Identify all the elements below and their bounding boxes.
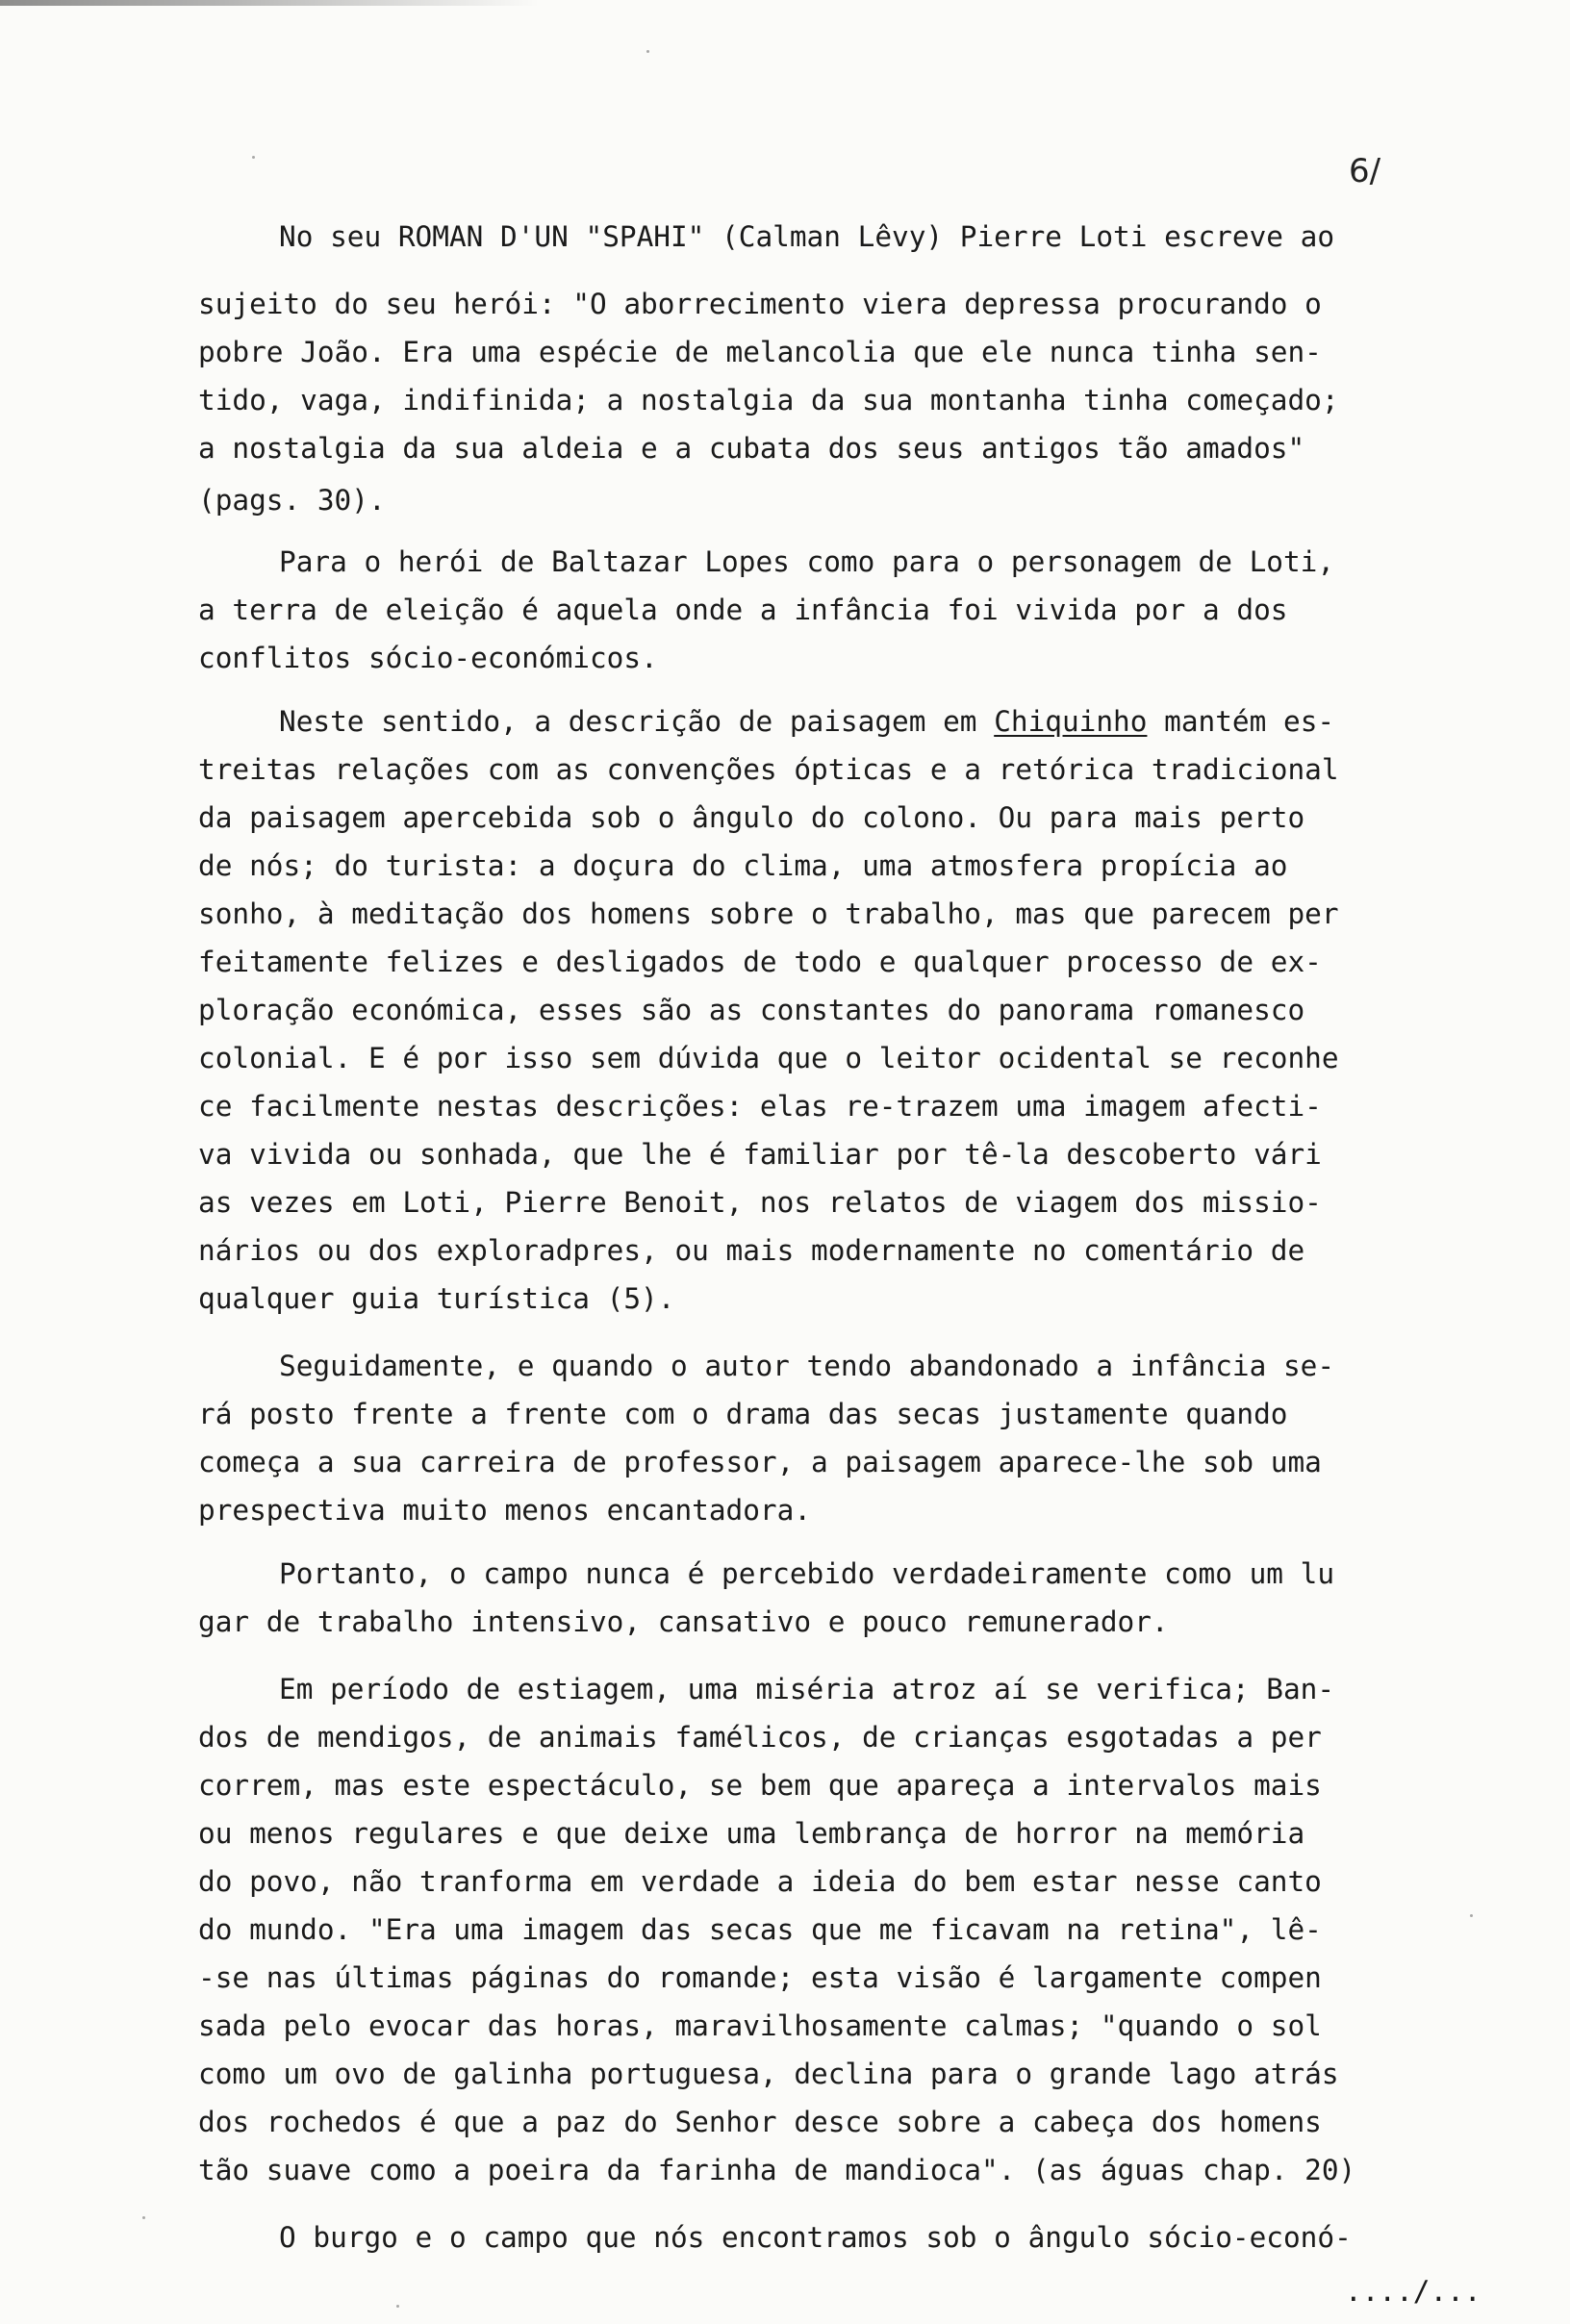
text-line — [279, 702, 1334, 741]
text-line: No seu ROMAN D'UN "SPAHI" (Calman Lêvy) Pierre Loti escreve ao — [279, 220, 1335, 253]
text-line: colonial. E é por isso sem dúvida que o leitor ocidental se reconhe — [198, 1042, 1339, 1074]
text-line: Portanto, o campo nunca é percebido verdadeiramente como um lu — [279, 1557, 1335, 1590]
text-line: O burgo e o campo que nós encontramos sob o ângulo sócio-econó- — [279, 2221, 1352, 2254]
text-line: as vezes em Loti, Pierre Benoit, nos relatos de viagem dos missio- — [198, 1186, 1322, 1219]
text-line: de nós; do turista: a doçura do clima, uma atmosfera propícia ao — [198, 849, 1288, 882]
text-line: pobre João. Era uma espécie de melancolia que ele nunca tinha sen- — [198, 336, 1322, 368]
text-line: sujeito do seu herói: "O aborrecimento viera depressa procurando o — [198, 288, 1322, 320]
text-line: tão suave como a poeira da farinha de mandioca". (as águas chap. 20) — [198, 2154, 1356, 2186]
text-line: qualquer guia turística (5). — [198, 1282, 675, 1315]
text-line: a nostalgia da sua aldeia e a cubata dos seus antigos tão amados" — [198, 432, 1305, 465]
scan-edge-shadow — [0, 0, 539, 6]
page-number: 6/ — [1349, 152, 1381, 190]
scan-speck — [142, 2216, 145, 2219]
text-line: Para o herói de Baltazar Lopes como para o personagem de Loti, — [279, 545, 1335, 578]
text-line: Seguidamente, e quando o autor tendo abandonado a infância se- — [279, 1350, 1335, 1382]
text-fragment: Neste sentido, a descrição de paisagem em — [279, 705, 995, 738]
scan-speck — [252, 156, 255, 159]
text-line: -se nas últimas páginas do romande; esta visão é largamente compen — [198, 1961, 1322, 1994]
text-line: dos rochedos é que a paz do Senhor desce sobre a cabeça dos homens — [198, 2106, 1322, 2138]
text-line: conflitos sócio-económicos. — [198, 642, 658, 674]
text-line: ploração económica, esses são as constantes do panorama romanesco — [198, 994, 1305, 1026]
text-line: Em período de estiagem, uma miséria atroz aí se verifica; Ban- — [279, 1673, 1335, 1705]
text-line: do mundo. "Era uma imagem das secas que me ficavam na retina", lê- — [198, 1913, 1322, 1946]
text-fragment: mantém es- — [1147, 705, 1335, 738]
text-line: rá posto frente a frente com o drama das secas justamente quando — [198, 1398, 1288, 1430]
continuation-mark: ..../... — [1345, 2275, 1481, 2308]
text-line: correm, mas este espectáculo, se bem que apareça a intervalos mais — [198, 1769, 1322, 1802]
text-line: va vivida ou sonhada, que lhe é familiar por tê-la descoberto vári — [198, 1138, 1322, 1171]
text-line: treitas relações com as convenções ópticas e a retórica tradicional — [198, 753, 1339, 786]
text-line: (pags. 30). — [198, 484, 386, 517]
text-line: começa a sua carreira de professor, a paisagem aparece-lhe sob uma — [198, 1446, 1322, 1478]
text-line: sonho, à meditação dos homens sobre o trabalho, mas que parecem per — [198, 897, 1339, 930]
text-line: do povo, não tranforma em verdade a ideia do bem estar nesse canto — [198, 1865, 1322, 1898]
text-line: a terra de eleição é aquela onde a infância foi vivida por a dos — [198, 594, 1288, 626]
text-line: feitamente felizes e desligados de todo e qualquer processo de ex- — [198, 946, 1322, 978]
scan-speck — [396, 2305, 399, 2308]
text-line: sada pelo evocar das horas, maravilhosamente calmas; "quando o sol — [198, 2009, 1322, 2042]
text-line: como um ovo de galinha portuguesa, declina para o grande lago atrás — [198, 2058, 1339, 2090]
text-line: ce facilmente nestas descrições: elas re-trazem uma imagem afecti- — [198, 1090, 1322, 1123]
scan-speck — [646, 50, 649, 53]
text-line: tido, vaga, indifinida; a nostalgia da sua montanha tinha começado; — [198, 384, 1339, 417]
text-line: ou menos regulares e que deixe uma lembrança de horror na memória — [198, 1817, 1305, 1850]
book-title-chiquinho: Chiquinho — [994, 705, 1148, 738]
text-line: dos de mendigos, de animais famélicos, de crianças esgotadas a per — [198, 1721, 1322, 1754]
scan-speck — [1470, 1914, 1473, 1917]
text-line: nários ou dos exploradpres, ou mais modernamente no comentário de — [198, 1234, 1305, 1267]
text-line: prespectiva muito menos encantadora. — [198, 1494, 812, 1527]
text-line: gar de trabalho intensivo, cansativo e pouco remunerador. — [198, 1605, 1169, 1638]
text-line: da paisagem apercebida sob o ângulo do colono. Ou para mais perto — [198, 801, 1305, 834]
